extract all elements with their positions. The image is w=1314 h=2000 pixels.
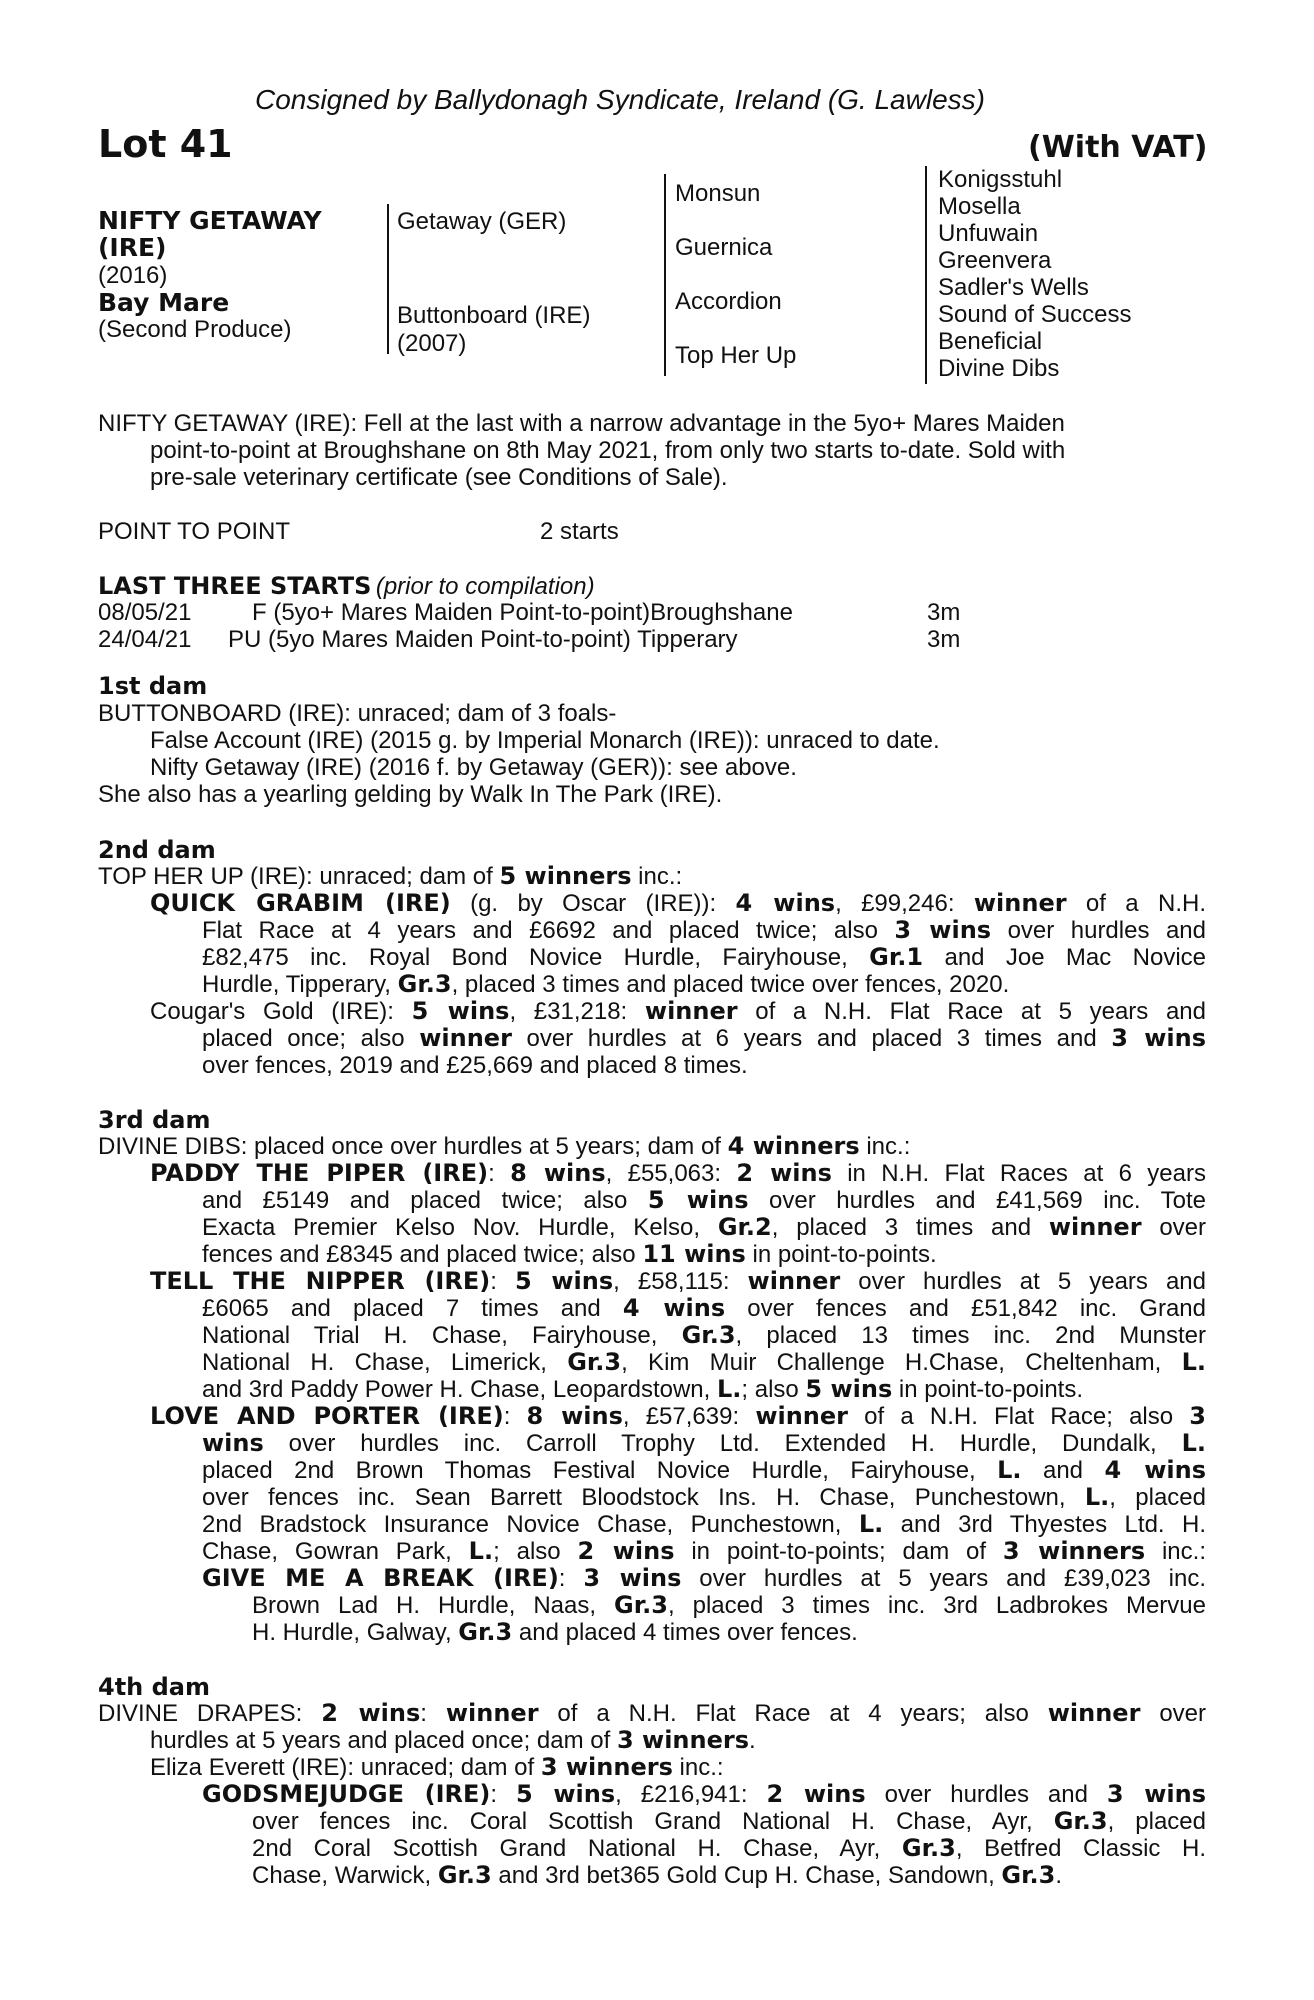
pedigree-gen3: Mosella bbox=[938, 193, 1021, 220]
progeny-text-line: wins over hurdles inc. Carroll Trophy Ltd. Extended H. Hurdle, Dundalk, L. bbox=[202, 1429, 1206, 1457]
dam4-heading: 4th dam bbox=[98, 1673, 210, 1701]
pedigree-dam: Buttonboard (IRE) bbox=[397, 302, 591, 329]
summary-line: point-to-point at Broughshane on 8th May 2021, from only two starts to-date. Sold with bbox=[150, 437, 1066, 464]
ptp-value: 2 starts bbox=[540, 518, 619, 545]
progeny-text-line: Chase, Gowran Park, L.; also 2 wins in point-to-points; dam of 3 winners inc.: bbox=[202, 1537, 1206, 1565]
progeny-love-and-porter: LOVE AND PORTER (IRE): 8 wins, £57,639: winner of a N.H. Flat Race; also 3 bbox=[150, 1402, 1206, 1430]
pedigree-gen3: Sound of Success bbox=[938, 301, 1132, 328]
progeny-text-line: H. Hurdle, Galway, Gr.3 and placed 4 times over fences. bbox=[252, 1618, 858, 1646]
vat-status: (With VAT) bbox=[1028, 130, 1208, 165]
dam1-intro: BUTTONBOARD (IRE): unraced; dam of 3 foals- bbox=[98, 700, 617, 727]
summary-line: NIFTY GETAWAY (IRE): Fell at the last with a narrow advantage in the 5yo+ Mares Maiden bbox=[98, 410, 1065, 437]
horse-year: (2016) bbox=[98, 262, 168, 289]
pedigree-line-3 bbox=[925, 166, 927, 384]
progeny-text-line: 2nd Coral Scottish Grand National H. Chase, Ayr, Gr.3, Betfred Classic H. bbox=[252, 1834, 1206, 1862]
pedigree-gen2: Guernica bbox=[675, 234, 773, 261]
pedigree-line-2 bbox=[664, 174, 666, 376]
start-result: PU (5yo Mares Maiden Point-to-point) Tipperary bbox=[228, 626, 738, 653]
start-result: F (5yo+ Mares Maiden Point-to-point)Broughshane bbox=[252, 599, 793, 626]
start-distance: 3m bbox=[927, 599, 961, 626]
start-distance: 3m bbox=[927, 626, 961, 653]
pedigree-dam-year: (2007) bbox=[397, 330, 467, 357]
progeny-tell-the-nipper: TELL THE NIPPER (IRE): 5 wins, £58,115: winner over hurdles at 5 years and bbox=[150, 1267, 1206, 1295]
progeny-cougars-gold: Cougar's Gold (IRE): 5 wins, £31,218: winner of a N.H. Flat Race at 5 years and bbox=[150, 997, 1207, 1025]
progeny-text-line: Chase, Warwick, Gr.3 and 3rd bet365 Gold Cup H. Chase, Sandown, Gr.3. bbox=[252, 1861, 1063, 1889]
pedigree-gen3: Konigsstuhl bbox=[938, 166, 1063, 193]
progeny-text-line: 2nd Bradstock Insurance Novice Chase, Punchestown, L. and 3rd Thyestes Ltd. H. bbox=[202, 1510, 1207, 1538]
last-starts-title: LAST THREE STARTS bbox=[98, 572, 372, 600]
dam1-foal: False Account (IRE) (2015 g. by Imperial Monarch (IRE)): unraced to date. bbox=[150, 727, 940, 754]
progeny-text-line: £6065 and placed 7 times and 4 wins over fences and £51,842 inc. Grand bbox=[202, 1294, 1206, 1322]
pedigree-gen2: Top Her Up bbox=[675, 342, 797, 369]
horse-name: NIFTY GETAWAY bbox=[98, 206, 322, 235]
progeny-text-line: National H. Chase, Limerick, Gr.3, Kim Muir Challenge H.Chase, Cheltenham, L. bbox=[202, 1348, 1207, 1376]
pedigree-gen3: Sadler's Wells bbox=[938, 274, 1089, 301]
progeny-text-line: and 3rd Paddy Power H. Chase, Leopardstown, L.; also 5 wins in point-to-points. bbox=[202, 1375, 1084, 1403]
progeny-godsmejudge: GODSMEJUDGE (IRE): 5 wins, £216,941: 2 wins over hurdles and 3 wins bbox=[202, 1780, 1207, 1808]
progeny-eliza-everett: Eliza Everett (IRE): unraced; dam of 3 winners inc.: bbox=[150, 1753, 724, 1781]
progeny-quick-grabim: QUICK GRABIM (IRE) (g. by Oscar (IRE)): 4 wins, £99,246: winner of a N.H. bbox=[150, 889, 1206, 917]
progeny-text-line: fences and £8345 and placed twice; also 11 wins in point-to-points. bbox=[202, 1240, 937, 1268]
dam3-heading: 3rd dam bbox=[98, 1106, 211, 1134]
pedigree-gen3: Greenvera bbox=[938, 247, 1052, 274]
progeny-text-line: over fences inc. Coral Scottish Grand National H. Chase, Ayr, Gr.3, placed bbox=[252, 1807, 1206, 1835]
dam2-intro: TOP HER UP (IRE): unraced; dam of 5 winners inc.: bbox=[98, 862, 683, 890]
produce-note: (Second Produce) bbox=[98, 316, 292, 343]
dam1-note: She also has a yearling gelding by Walk In The Park (IRE). bbox=[98, 781, 723, 808]
last-starts-note: (prior to compilation) bbox=[375, 573, 595, 600]
progeny-text-line: placed once; also winner over hurdles at 6 years and placed 3 times and 3 wins bbox=[202, 1024, 1207, 1052]
pedigree-line-1 bbox=[387, 204, 389, 354]
progeny-text-line: Exacta Premier Kelso Nov. Hurdle, Kelso, Gr.2, placed 3 times and winner over bbox=[202, 1213, 1207, 1241]
dam2-heading: 2nd dam bbox=[98, 836, 216, 864]
pedigree-gen3: Divine Dibs bbox=[938, 355, 1060, 382]
progeny-text-line: placed 2nd Brown Thomas Festival Novice Hurdle, Fairyhouse, L. and 4 wins bbox=[202, 1456, 1207, 1484]
progeny-text-line: over fences inc. Sean Barrett Bloodstock Ins. H. Chase, Punchestown, L., placed bbox=[202, 1483, 1207, 1511]
progeny-text-line: National Trial H. Chase, Fairyhouse, Gr.3, placed 13 times inc. 2nd Munster bbox=[202, 1321, 1206, 1349]
dam1-foal: Nifty Getaway (IRE) (2016 f. by Getaway (GER)): see above. bbox=[150, 754, 797, 781]
progeny-text-line: Flat Race at 4 years and £6692 and placed twice; also 3 wins over hurdles and bbox=[202, 916, 1206, 944]
start-date: 08/05/21 bbox=[98, 599, 192, 626]
dam4-text-line: hurdles at 5 years and placed once; dam of 3 winners. bbox=[150, 1726, 756, 1754]
lot-number: Lot 41 bbox=[98, 122, 233, 166]
summary-line: pre-sale veterinary certificate (see Conditions of Sale). bbox=[150, 464, 728, 491]
pedigree-gen3: Unfuwain bbox=[938, 220, 1039, 247]
last-starts-heading bbox=[98, 572, 595, 600]
progeny-text-line: Brown Lad H. Hurdle, Naas, Gr.3, placed 3 times inc. 3rd Ladbrokes Mervue bbox=[252, 1591, 1206, 1619]
progeny-text-line: Hurdle, Tipperary, Gr.3, placed 3 times and placed twice over fences, 2020. bbox=[202, 970, 1010, 998]
horse-sex: Bay Mare bbox=[98, 288, 230, 317]
consignor: Consigned by Ballydonagh Syndicate, Ireland (G. Lawless) bbox=[255, 84, 985, 115]
progeny-text-line: over fences, 2019 and £25,669 and placed 8 times. bbox=[202, 1052, 748, 1079]
horse-name-suffix: (IRE) bbox=[98, 233, 167, 262]
progeny-text-line: £82,475 inc. Royal Bond Novice Hurdle, Fairyhouse, Gr.1 and Joe Mac Novice bbox=[202, 943, 1206, 971]
pedigree-sire: Getaway (GER) bbox=[397, 208, 567, 235]
progeny-text-line: and £5149 and placed twice; also 5 wins over hurdles and £41,569 inc. Tote bbox=[202, 1186, 1207, 1214]
progeny-give-me-a-break: GIVE ME A BREAK (IRE): 3 wins over hurdles at 5 years and £39,023 inc. bbox=[202, 1564, 1207, 1592]
pedigree-gen2: Monsun bbox=[675, 180, 761, 207]
dam1-heading: 1st dam bbox=[98, 672, 208, 700]
dam3-intro: DIVINE DIBS: placed once over hurdles at 5 years; dam of 4 winners inc.: bbox=[98, 1132, 911, 1160]
start-date: 24/04/21 bbox=[98, 626, 192, 653]
progeny-paddy-the-piper: PADDY THE PIPER (IRE): 8 wins, £55,063: 2 wins in N.H. Flat Races at 6 years bbox=[150, 1159, 1206, 1187]
pedigree-gen2: Accordion bbox=[675, 288, 782, 315]
pedigree-gen3: Beneficial bbox=[938, 328, 1043, 355]
dam4-intro: DIVINE DRAPES: 2 wins: winner of a N.H. Flat Race at 4 years; also winner over bbox=[98, 1699, 1207, 1727]
ptp-label: POINT TO POINT bbox=[98, 518, 291, 545]
